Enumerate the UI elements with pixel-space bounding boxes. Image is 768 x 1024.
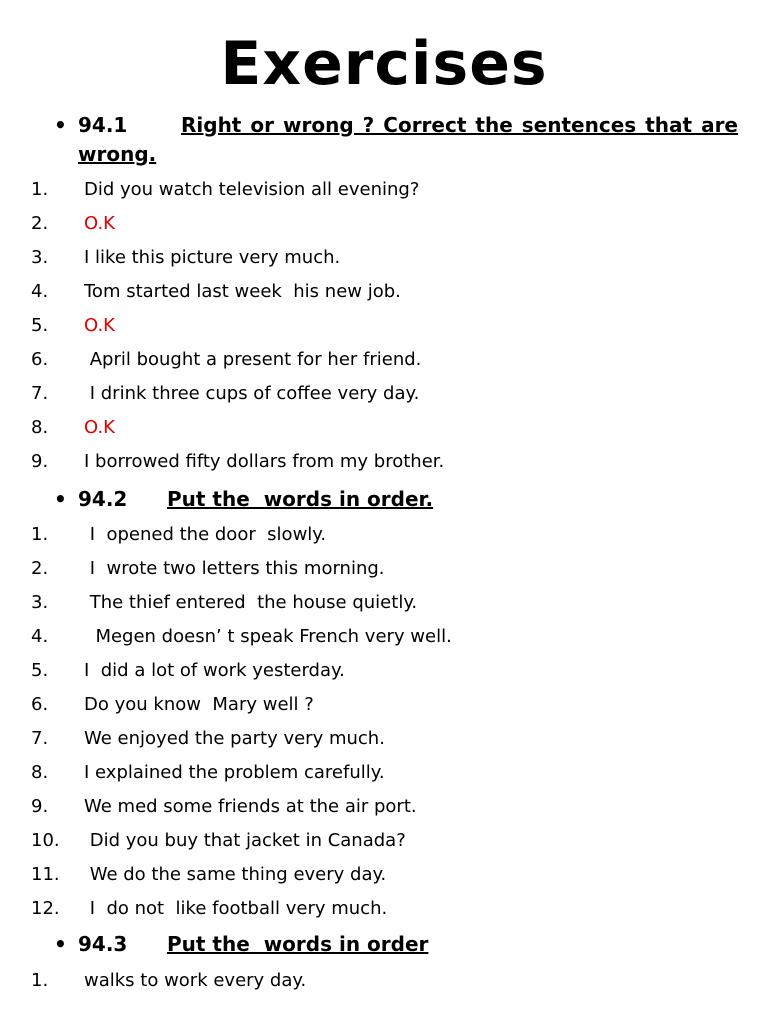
item-number: 7. bbox=[31, 383, 49, 404]
item-text: We med some friends at the air port. bbox=[84, 796, 417, 817]
item-number: 2. bbox=[31, 558, 49, 579]
list-item bbox=[0, 445, 768, 479]
ok-answer: O.K bbox=[84, 315, 115, 336]
item-number: 10. bbox=[31, 830, 60, 851]
section-title: Put the words in order. bbox=[167, 487, 434, 511]
item-text: Tom started last week his new job. bbox=[84, 281, 401, 302]
item-text: The thief entered the house quietly. bbox=[84, 592, 418, 613]
item-text: We enjoyed the party very much. bbox=[84, 728, 385, 749]
list-item bbox=[0, 552, 768, 586]
list-item bbox=[0, 275, 768, 309]
item-number: 6. bbox=[31, 694, 49, 715]
item-number: 9. bbox=[31, 451, 49, 472]
item-number: 5. bbox=[31, 660, 49, 681]
list-item bbox=[0, 518, 768, 552]
section-number: 94.2 bbox=[78, 487, 128, 511]
item-number: 1. bbox=[31, 524, 49, 545]
item-text: I wrote two letters this morning. bbox=[84, 558, 385, 579]
section-number: 94.1 bbox=[78, 113, 128, 137]
item-number: 8. bbox=[31, 417, 49, 438]
item-text: I drink three cups of coffee very day. bbox=[84, 383, 420, 404]
exercise-list-94-3 bbox=[0, 964, 768, 998]
bullet-icon: • bbox=[54, 487, 67, 511]
item-number: 11. bbox=[31, 864, 60, 885]
list-item bbox=[0, 586, 768, 620]
bullet-icon: • bbox=[54, 932, 67, 956]
section-title: Right or wrong ? Correct the sentences that are wrong. bbox=[78, 113, 738, 166]
section-heading-text bbox=[78, 111, 738, 169]
item-text: I borrowed fifty dollars from my brother. bbox=[84, 451, 445, 472]
item-number: 5. bbox=[31, 315, 49, 336]
item-number: 9. bbox=[31, 796, 49, 817]
section-heading-text bbox=[78, 930, 428, 959]
item-number: 12. bbox=[31, 898, 60, 919]
item-text: I opened the door slowly. bbox=[84, 524, 327, 545]
item-text: Did you buy that jacket in Canada? bbox=[84, 830, 406, 851]
item-number: 7. bbox=[31, 728, 49, 749]
item-number: 8. bbox=[31, 762, 49, 783]
list-item bbox=[0, 173, 768, 207]
item-text: I do not like football very much. bbox=[84, 898, 388, 919]
section-number: 94.3 bbox=[78, 932, 128, 956]
item-number: 3. bbox=[31, 247, 49, 268]
item-text: Did you watch television all evening? bbox=[84, 179, 420, 200]
list-item bbox=[0, 309, 768, 343]
item-number: 3. bbox=[31, 592, 49, 613]
item-number: 1. bbox=[31, 179, 49, 200]
section-heading-94-2 bbox=[54, 485, 738, 514]
ok-answer: O.K bbox=[84, 213, 115, 234]
item-text: April bought a present for her friend. bbox=[84, 349, 422, 370]
section-title: Put the words in order bbox=[167, 932, 429, 956]
item-number: 6. bbox=[31, 349, 49, 370]
item-text: We do the same thing every day. bbox=[84, 864, 387, 885]
list-item bbox=[0, 790, 768, 824]
item-number: 2. bbox=[31, 213, 49, 234]
item-text: Do you know Mary well ? bbox=[84, 694, 314, 715]
item-number: 4. bbox=[31, 626, 49, 647]
item-text: walks to work every day. bbox=[84, 970, 307, 991]
exercise-list-94-1 bbox=[0, 173, 768, 479]
list-item bbox=[0, 964, 768, 998]
item-text: I like this picture very much. bbox=[84, 247, 341, 268]
list-item bbox=[0, 688, 768, 722]
list-item bbox=[0, 377, 768, 411]
list-item bbox=[0, 207, 768, 241]
item-number: 4. bbox=[31, 281, 49, 302]
list-item bbox=[0, 654, 768, 688]
section-heading-94-3 bbox=[54, 930, 738, 959]
ok-answer: O.K bbox=[84, 417, 115, 438]
item-text: I did a lot of work yesterday. bbox=[84, 660, 345, 681]
list-item bbox=[0, 858, 768, 892]
item-text: I explained the problem carefully. bbox=[84, 762, 385, 783]
list-item bbox=[0, 824, 768, 858]
list-item bbox=[0, 343, 768, 377]
section-heading-94-1 bbox=[54, 111, 738, 169]
list-item bbox=[0, 620, 768, 654]
list-item bbox=[0, 756, 768, 790]
bullet-icon: • bbox=[54, 113, 67, 137]
list-item bbox=[0, 241, 768, 275]
item-number: 1. bbox=[31, 970, 49, 991]
item-text: Megen doesn’ t speak French very well. bbox=[84, 626, 452, 647]
section-heading-text bbox=[78, 485, 433, 514]
list-item bbox=[0, 411, 768, 445]
page-title: Exercises bbox=[220, 29, 548, 99]
list-item bbox=[0, 722, 768, 756]
exercise-list-94-2 bbox=[0, 518, 768, 926]
list-item bbox=[0, 892, 768, 926]
